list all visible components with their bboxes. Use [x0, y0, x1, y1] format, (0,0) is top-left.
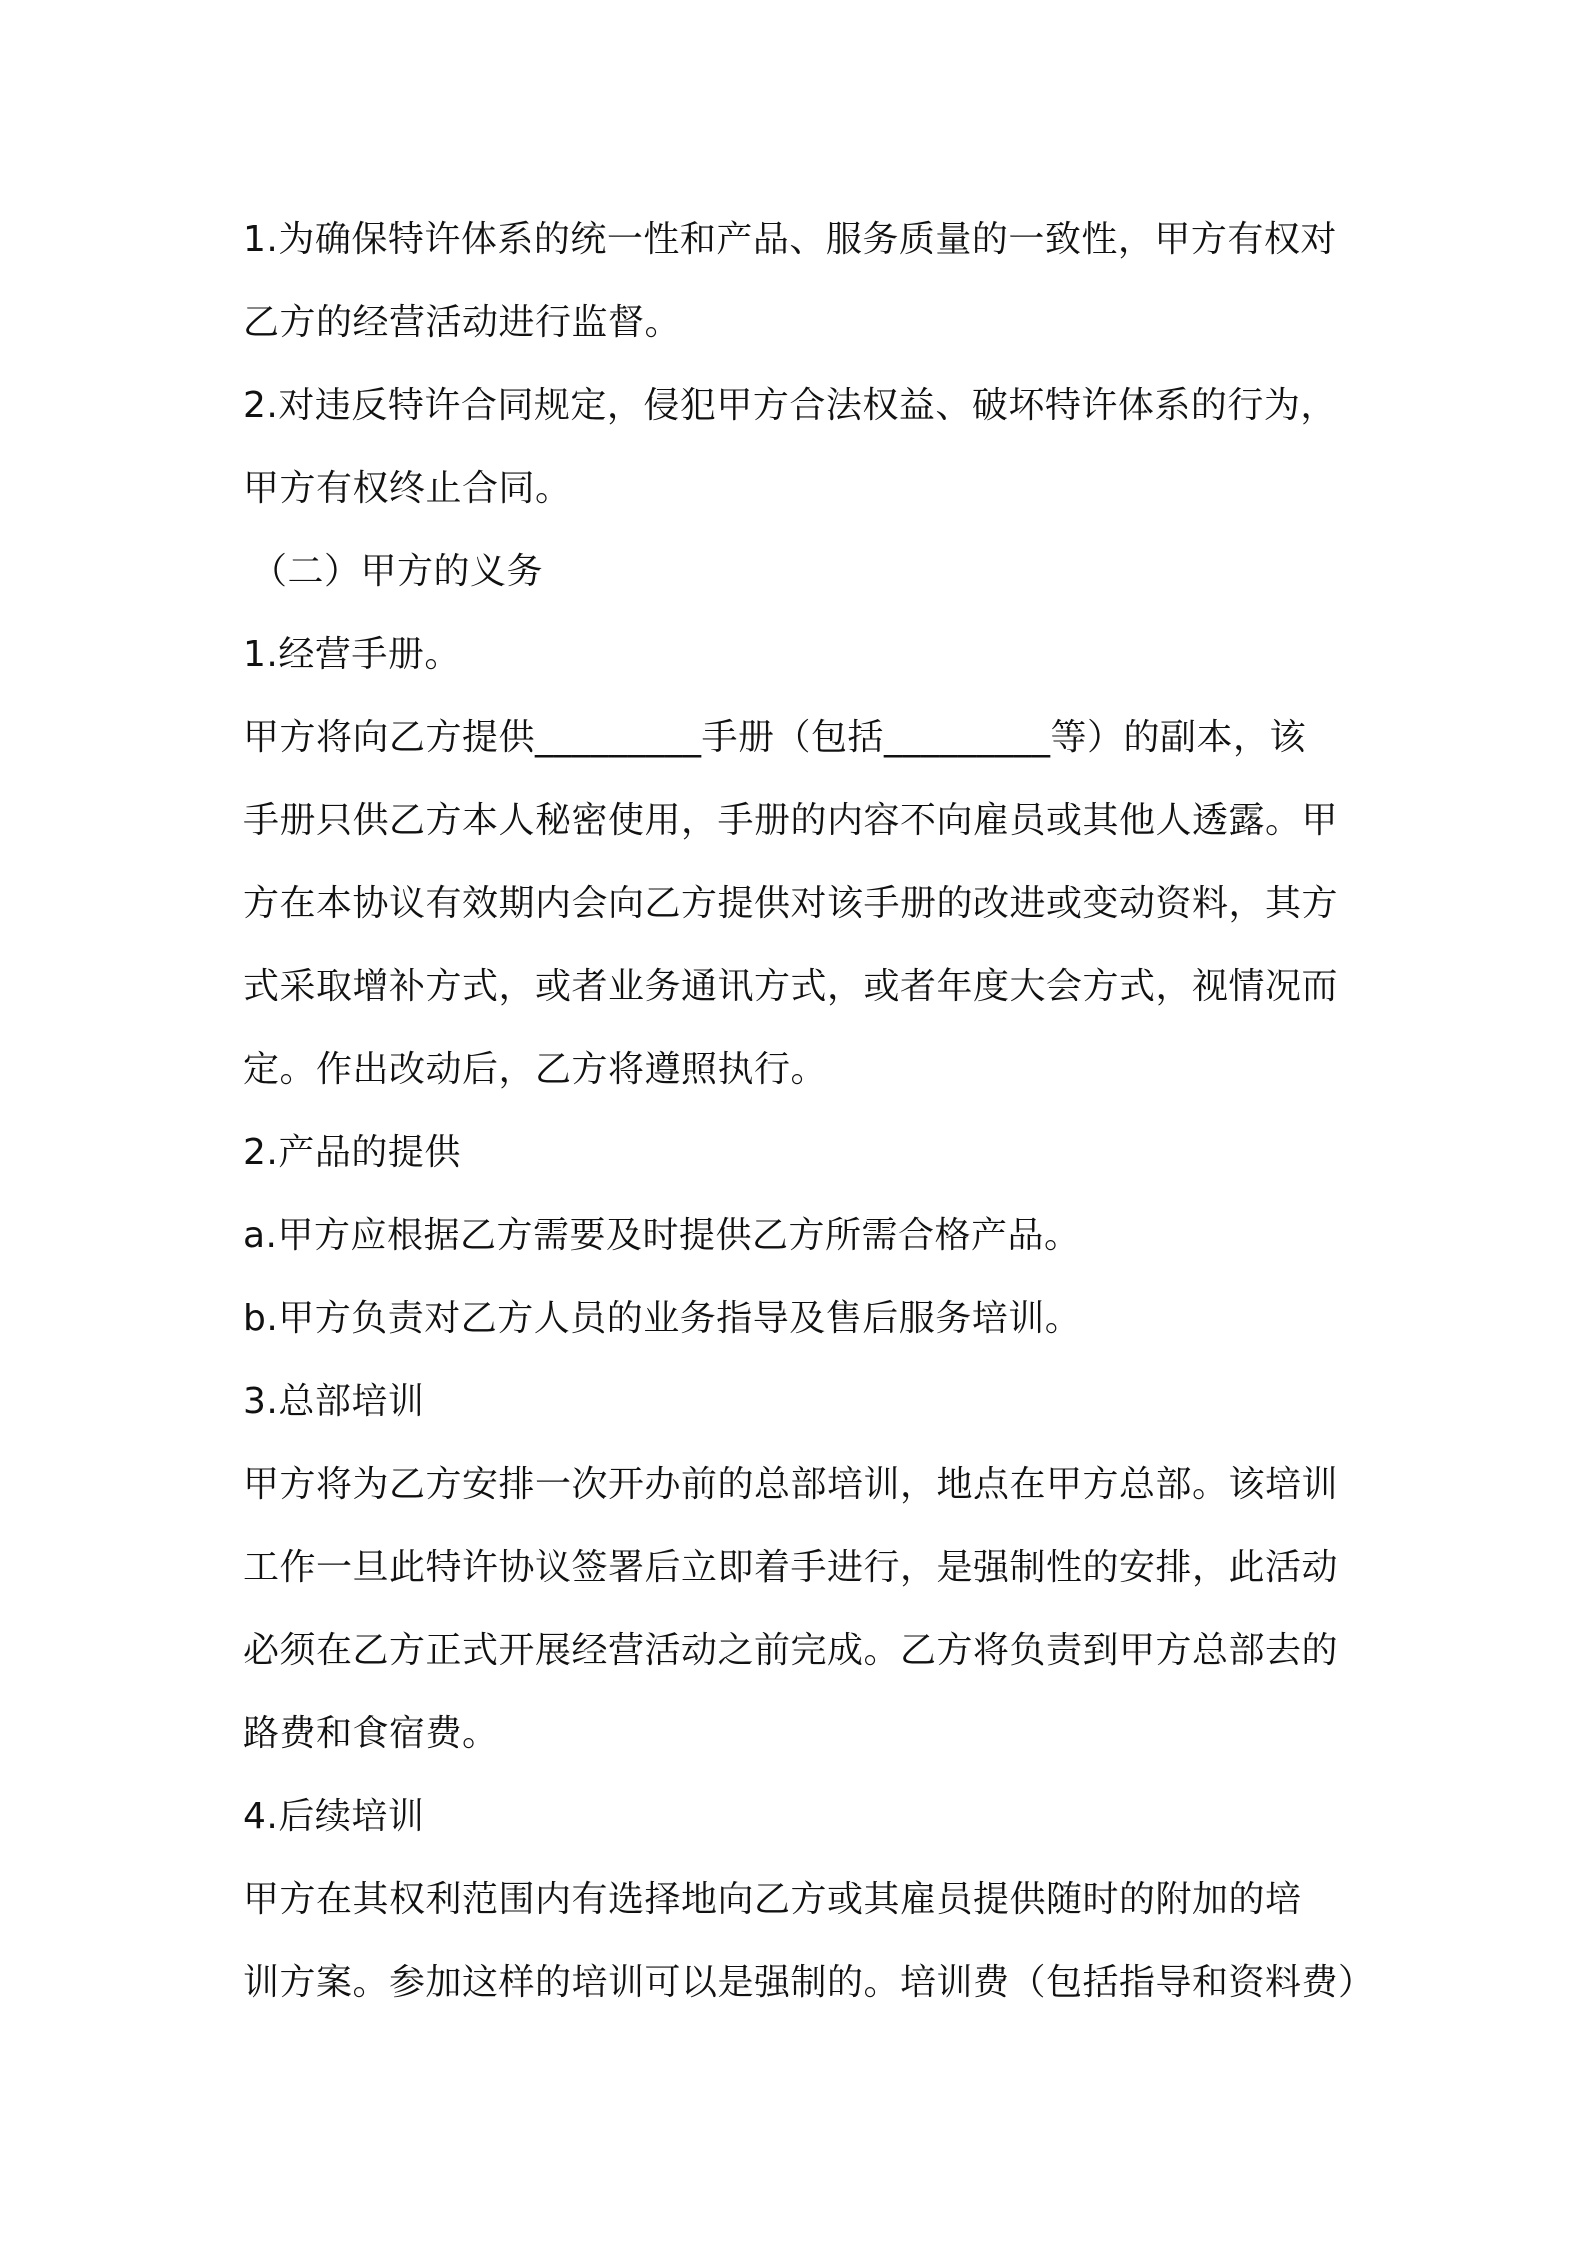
paragraph-line: 2.对违反特许合同规定，侵犯甲方合法权益、破坏特许体系的行为， — [243, 385, 1337, 426]
subsection-heading: 1.经营手册。 — [243, 634, 461, 675]
subsection-heading: 4.后续培训 — [243, 1796, 425, 1837]
paragraph-line: 甲方将为乙方安排一次开办前的总部培训，地点在甲方总部。该培训 — [243, 1464, 1339, 1505]
paragraph-line: 乙方的经营活动进行监督。 — [243, 302, 682, 343]
paragraph-line: 路费和食宿费。 — [243, 1713, 499, 1754]
paragraph-line: a.甲方应根据乙方需要及时提供乙方所需合格产品。 — [243, 1215, 1081, 1256]
paragraph-line: b.甲方负责对乙方人员的业务指导及售后服务培训。 — [243, 1298, 1082, 1339]
paragraph-line: 1.为确保特许体系的统一性和产品、服务质量的一致性，甲方有权对 — [243, 219, 1337, 260]
paragraph-line: 必须在乙方正式开展经营活动之前完成。乙方将负责到甲方总部去的 — [243, 1630, 1339, 1671]
subsection-heading: 3.总部培训 — [243, 1381, 425, 1422]
paragraph-line: 工作一旦此特许协议签署后立即着手进行，是强制性的安排，此活动 — [243, 1547, 1339, 1588]
paragraph-line: 定。作出改动后，乙方将遵照执行。 — [243, 1049, 828, 1090]
paragraph-line: 手册只供乙方本人秘密使用，手册的内容不向雇员或其他人透露。甲 — [243, 800, 1339, 841]
paragraph-line: 甲方将向乙方提供_________手册（包括_________等）的副本，该 — [243, 717, 1307, 758]
paragraph-line: 方在本协议有效期内会向乙方提供对该手册的改进或变动资料，其方 — [243, 883, 1339, 924]
subsection-heading: 2.产品的提供 — [243, 1132, 461, 1173]
paragraph-line: 训方案。参加这样的培训可以是强制的。培训费（包括指导和资料费） — [243, 1962, 1375, 2003]
paragraph-line: 甲方有权终止合同。 — [243, 468, 572, 509]
document-page — [243, 198, 1375, 2024]
section-heading: （二）甲方的义务 — [251, 551, 544, 592]
paragraph-line: 甲方在其权利范围内有选择地向乙方或其雇员提供随时的附加的培 — [243, 1879, 1302, 1920]
paragraph-line: 式采取增补方式，或者业务通讯方式，或者年度大会方式，视情况而 — [243, 966, 1339, 1007]
